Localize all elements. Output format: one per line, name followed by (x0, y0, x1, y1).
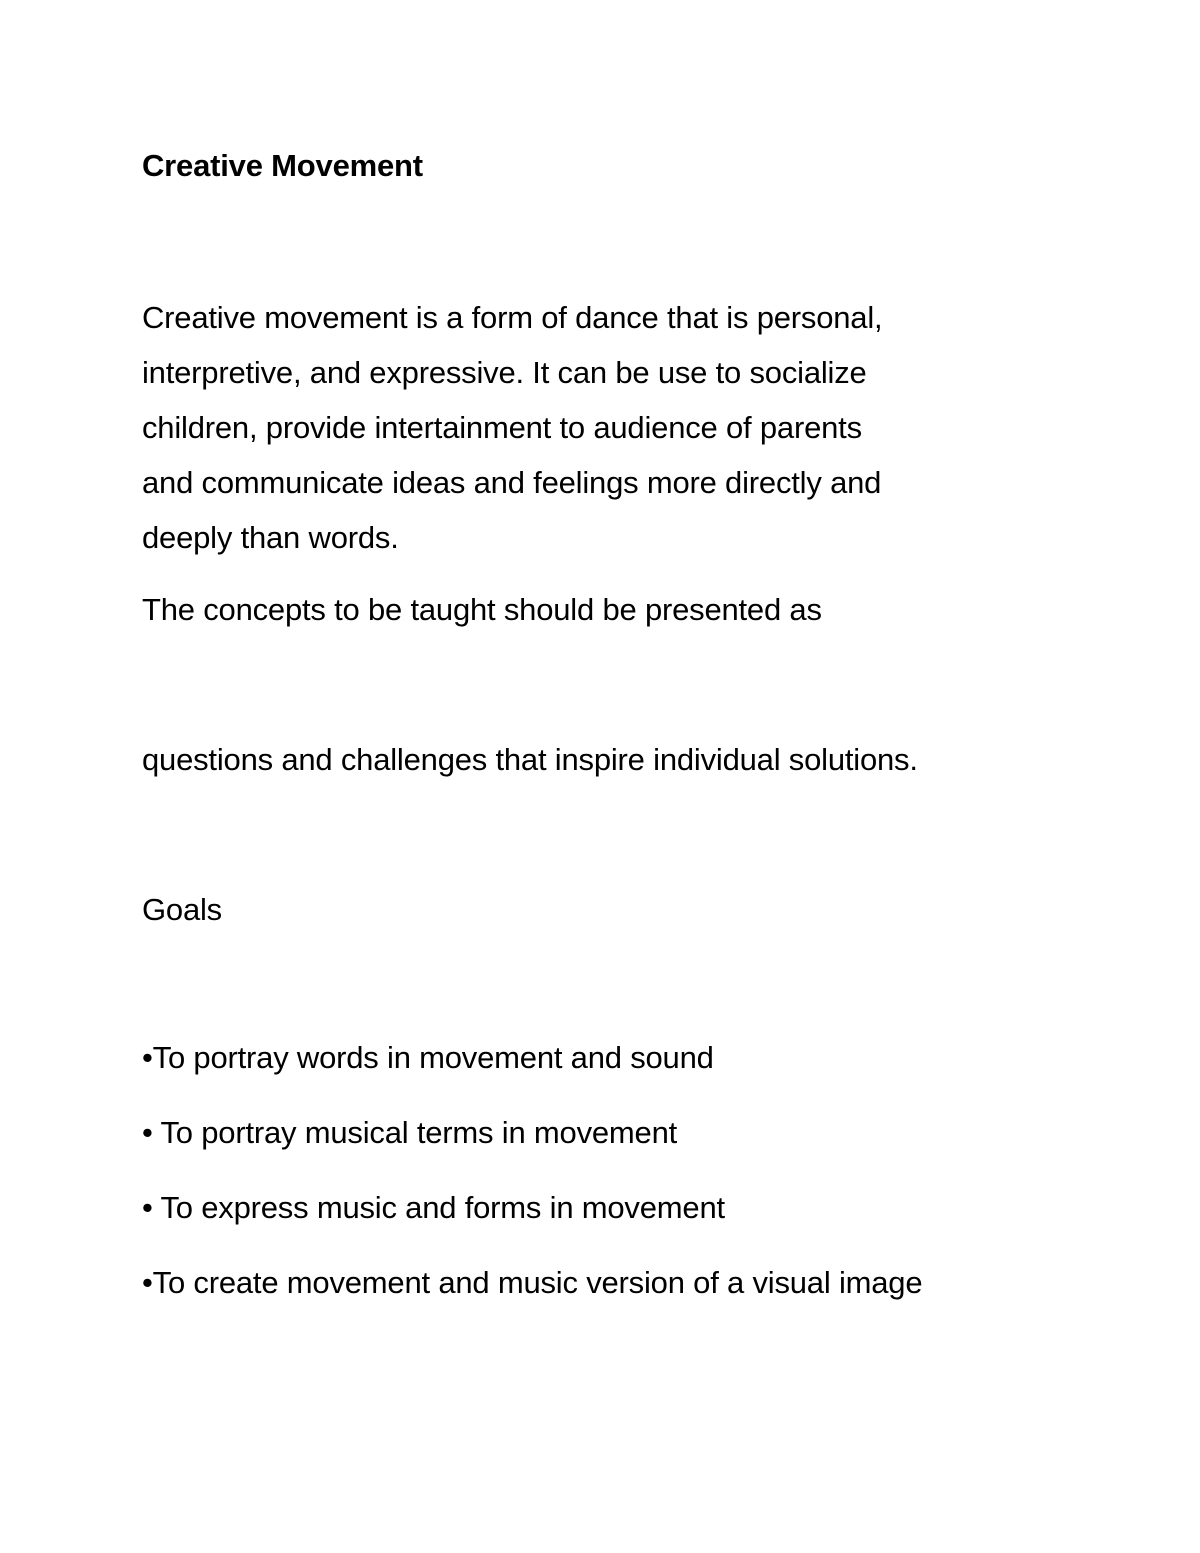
goal-item: •To create movement and music version of a visual image (142, 1265, 923, 1300)
concepts-line-1: The concepts to be taught should be presented as (142, 592, 822, 627)
goal-item: •To portray words in movement and sound (142, 1040, 714, 1075)
intro-line: deeply than words. (142, 520, 399, 555)
intro-line: children, provide intertainment to audience of parents (142, 410, 862, 445)
intro-line: interpretive, and expressive. It can be use to socialize (142, 355, 867, 390)
document-title: Creative Movement (142, 148, 423, 183)
goal-item: • To portray musical terms in movement (142, 1115, 678, 1150)
goal-item: • To express music and forms in movement (142, 1190, 725, 1225)
intro-paragraph (142, 300, 882, 575)
goals-heading: Goals (142, 892, 222, 927)
intro-line: Creative movement is a form of dance that is personal, (142, 300, 883, 335)
intro-line: and communicate ideas and feelings more directly and (142, 465, 882, 500)
concepts-line-2: questions and challenges that inspire individual solutions. (142, 742, 918, 777)
